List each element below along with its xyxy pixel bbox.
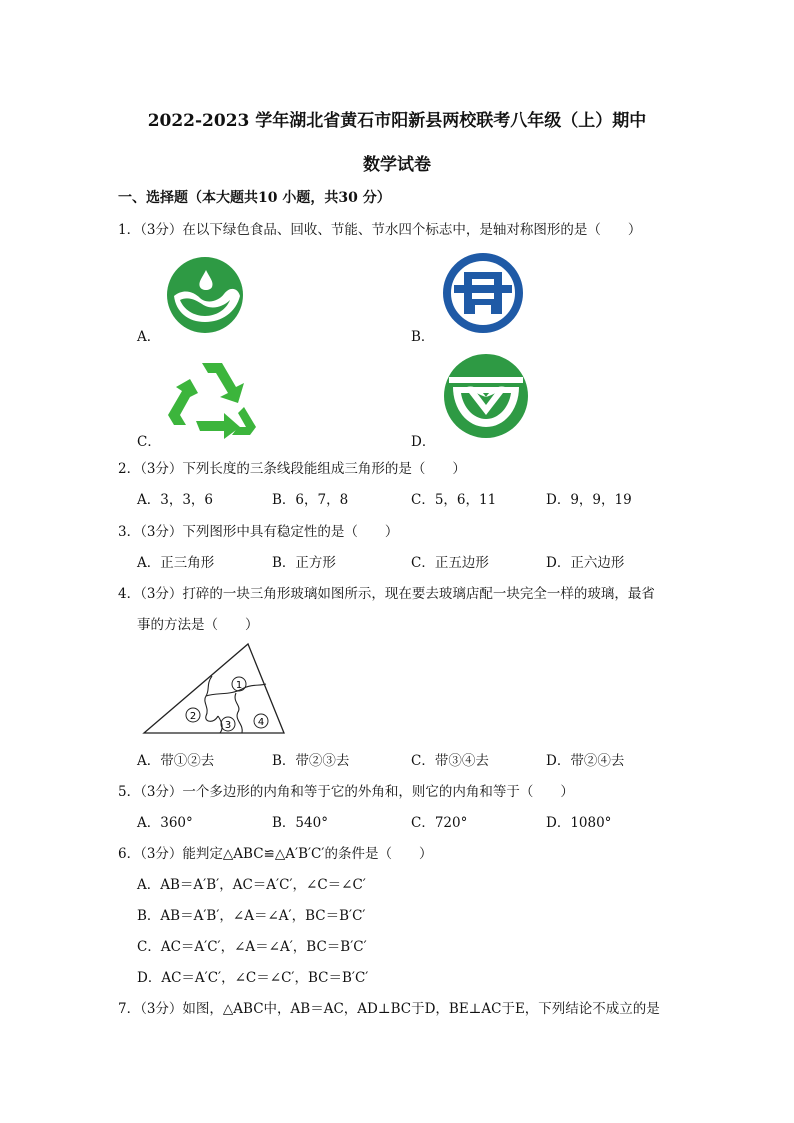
q6-stem: 6．（3分）能判定△ABC≌△A′B′C′的条件是（ ） — [118, 846, 433, 862]
water-saving-logo-icon — [443, 353, 529, 439]
piece-label-1 — [232, 677, 246, 691]
q5-stem: 5．（3分）一个多边形的内角和等于它的外角和，则它的内角和等于（ ） — [118, 784, 574, 800]
green-food-logo-icon — [166, 256, 244, 334]
svg-text:3: 3 — [224, 720, 232, 731]
q3-stem: 3．（3分）下列图形中具有稳定性的是（ ） — [118, 524, 399, 540]
q4-stem-line1: 4．（3分）打碎的一块三角形玻璃如图所示，现在要去玻璃店配一块完全一样的玻璃，最省 — [118, 586, 655, 602]
q4-option-b: B．带②③去 — [272, 753, 350, 769]
q6-option-d: D．AC＝A′C′，∠C＝∠C′，BC＝B′C′ — [137, 970, 369, 986]
broken-glass-triangle-figure — [140, 640, 290, 736]
svg-text:2: 2 — [189, 711, 197, 722]
q1-option-d: D． — [411, 434, 436, 450]
q1-stem: 1．（3分）在以下绿色食品、回收、节能、节水四个标志中，是轴对称图形的是（ ） — [118, 222, 642, 238]
q5-option-b: B．540° — [272, 815, 328, 831]
svg-text:4: 4 — [257, 717, 265, 728]
q5-option-d: D．1080° — [546, 815, 612, 831]
piece-label-2 — [186, 708, 200, 722]
section-heading: 一、选择题（本大题共10 小题，共30 分） — [118, 190, 391, 206]
q4-stem-line2: 事的方法是（ ） — [137, 617, 259, 633]
q4-option-a: A．带①②去 — [137, 753, 215, 769]
q6-option-b: B．AB＝A′B′，∠A＝∠A′，BC＝B′C′ — [137, 908, 366, 924]
exam-title-line2: 数学试卷 — [363, 155, 431, 175]
q2-option-c: C．5，6，11 — [411, 492, 497, 508]
q5-option-a: A．360° — [137, 815, 193, 831]
piece-label-4 — [254, 714, 268, 728]
recycle-logo-icon — [164, 357, 260, 441]
q3-option-c: C．正五边形 — [411, 555, 489, 571]
q2-stem: 2．（3分）下列长度的三条线段能组成三角形的是（ ） — [118, 461, 466, 477]
q1-option-a: A． — [137, 329, 161, 345]
q1-option-b: B． — [411, 329, 435, 345]
q2-option-d: D．9，9，19 — [546, 492, 632, 508]
q6-option-c: C．AC＝A′C′，∠A＝∠A′，BC＝B′C′ — [137, 939, 367, 955]
q7-stem: 7．（3分）如图，△ABC中，AB＝AC，AD⊥BC于D，BE⊥AC于E，下列结论不成立的是 — [118, 1001, 660, 1017]
q2-option-a: A．3，3，6 — [137, 492, 214, 508]
piece-label-3 — [221, 717, 235, 731]
q2-option-b: B．6，7，8 — [272, 492, 349, 508]
q1-option-c: C． — [137, 434, 161, 450]
svg-text:1: 1 — [235, 680, 243, 691]
q5-option-c: C．720° — [411, 815, 468, 831]
q3-option-b: B．正方形 — [272, 555, 336, 571]
q4-option-d: D．带②④去 — [546, 753, 625, 769]
exam-title-line1: 2022-2023 学年湖北省黄石市阳新县两校联考八年级（上）期中 — [147, 111, 647, 131]
q3-option-d: D．正六边形 — [546, 555, 625, 571]
q4-option-c: C．带③④去 — [411, 753, 489, 769]
q6-option-a: A．AB＝A′B′，AC＝A′C′，∠C＝∠C′ — [137, 877, 366, 893]
q3-option-a: A．正三角形 — [137, 555, 215, 571]
energy-saving-logo-icon — [442, 252, 524, 334]
